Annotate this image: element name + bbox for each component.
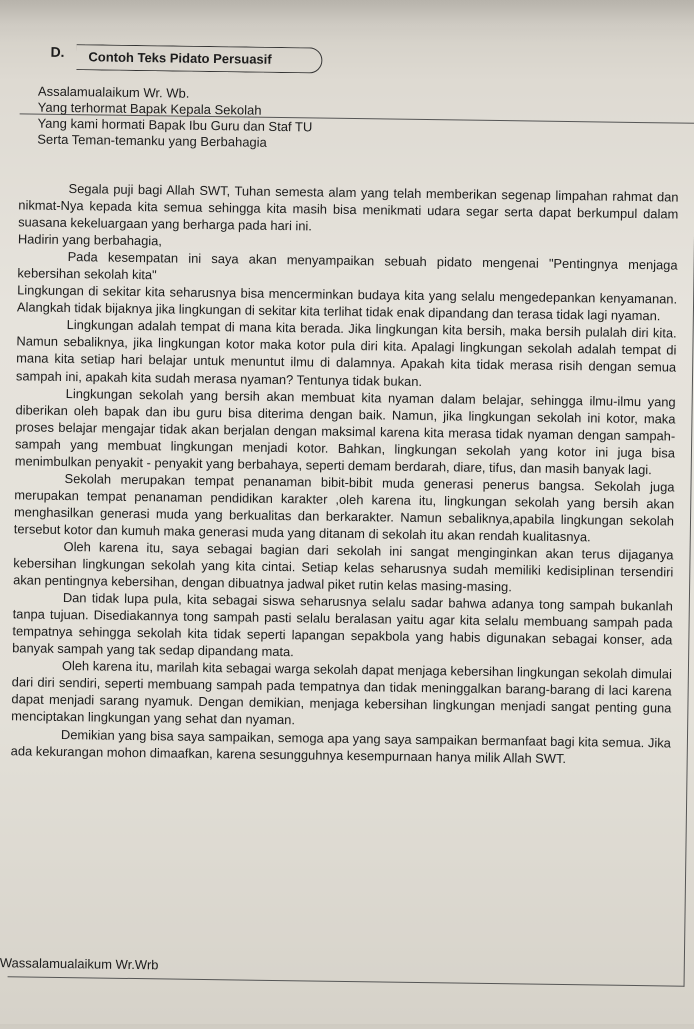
speech-body (11, 179, 679, 768)
greeting-block (37, 84, 313, 152)
paragraph-conclusion: Demikian yang bisa saya sampaikan, semoga apa yang saya sampaikan bermanfaat bagi kita semua. Jika ada kekurangan mohon dimaafkan, karena sesungguhnya kesempurnaan hanya milik Allah SWT. (10, 726, 672, 766)
section-title: Contoh Teks Pidato Persuasif (76, 44, 322, 73)
paragraph-address: Hadirin yang berbahagia, (17, 231, 163, 249)
paragraph-call-to-action: Oleh karena itu, marilah kita sebagai warga sekolah dapat menjaga kebersihan lingkungan sekolah dimulai dari diri sendiri, seperti membuang sampah pada tempatnya dan tidak meninggalkan barang-barang di laci karena dapat menjadi sarang nyamuk. Dengan demikian, menjaga kebersihan lingkungan menjadi sangat penting guna menciptakan lingkungan yang sehat dan nyaman. (11, 658, 672, 728)
greeting-line: Yang kami hormati Bapak Ibu Guru dan Staf TU (37, 115, 313, 135)
paragraph-trash-bin: Dan tidak lupa pula, kita sebagai siswa seharusnya selalu sadar bahwa adanya tong sampah bukanlah tanpa tujuan. Disediakannya tong sampah pasti selalu beralasan yaitu agar kita selalu membuang sampah pada tempatnya sehingga sekolah kita tidak seperti lapangan sepakbola yang habis digunakan sebagai konser, ada banyak sampah yang tak sedap dipandang mata. (12, 590, 673, 660)
paragraph-environment-place: Lingkungan adalah tempat di mana kita berada. Jika lingkungan kita bersih, maka bersih pulalah diri kita. Namun sebaliknya, jika lingkungan kotor maka kotor pula diri kita. Apalagi lingkungan sekolah adalah tempat di mana kita setiap hari belajar untuk menuntut ilmu di dalamnya. Apakah kita tidak merasa risih dengan semua sampah ini, apakah kita sudah merasa nyaman? Tentunya tidak bukan. (15, 317, 677, 389)
closing-salutation: Wassalamualaikum Wr.Wrb (0, 955, 159, 973)
paragraph-environment-intro: Lingkungan di sekitar kita seharusnya bisa mencerminkan budaya kita yang selalu mengedepankan kenyamanan. Alangkah tidak bijaknya jika lingkungan di sekitar kita terlihat tidak enak dipandang dan terasa tidak lagi nyaman. (16, 282, 678, 324)
paragraph-opening: Segala puji bagi Allah SWT, Tuhan semesta alam yang telah memberikan segenap limpahan rahmat dan nikmat-Nya kepada kita semua sehingga kita masih bisa menikmati udara segar serta dapat berkumpul dalam suasana kekeluargaan yang berharga pada hari ini. (18, 181, 679, 234)
paragraph-topic: Pada kesempatan ini saya akan menyampaikan sebuah pidato mengenai "Pentingnya menjaga kebersihan sekolah kita" (17, 249, 678, 283)
section-letter: D. (50, 43, 65, 60)
paragraph-character: Sekolah merupakan tempat penanaman bibit-bibit muda generasi penerus bangsa. Sekolah juga merupakan tempat penanaman pendidikan karakter ,oleh karena itu, lingkungan sekolah yang bersih akan menghasilkan generasi muda yang berkualitas dan berkarakter. Namun sebaliknya,apabila lingkungan sekolah tersebut kotor dan kumuh maka generasi muda yang ditanam di sekolah itu akan rendah kualitasnya. (13, 470, 675, 545)
greeting-line: Assalamualaikum Wr. Wb. (37, 83, 190, 101)
greeting-line: Serta Teman-temanku yang Berbahagia (37, 131, 267, 150)
greeting-line: Yang terhormat Bapak Kepala Sekolah (37, 99, 262, 118)
paragraph-discipline: Oleh karena itu, saya sebagai bagian dari sekolah ini sangat menginginkan akan terus dijaganya kebersihan lingkungan sekolah yang kita cintai. Setiap kelas seharusnya sudah memiliki kedisiplinan tersendiri akan pentingnya kebersihan, dengan dibuatnya jadwal piket rutin kelas masing-masing. (13, 538, 674, 595)
paragraph-clean-school: Lingkungan sekolah yang bersih akan membuat kita nyaman dalam belajar, sehingga ilmu-ilmu yang diberikan oleh bapak dan ibu guru bisa diterima dengan baik. Namun, jika lingkungan sekolah ini kotor, maka proses belajar mengajar tidak akan berjalan dengan maksimal karena kita merasa tidak nyaman dengan sampah-sampah yang membuat lingkungan menjadi kotor. Bahkan, lingkungan sekolah yang kotor ini juga bisa menimbulkan penyakit - penyakit yang berbahaya, seperti demam berdarah, diare, tifus, dan masih banyak lagi. (14, 385, 676, 477)
